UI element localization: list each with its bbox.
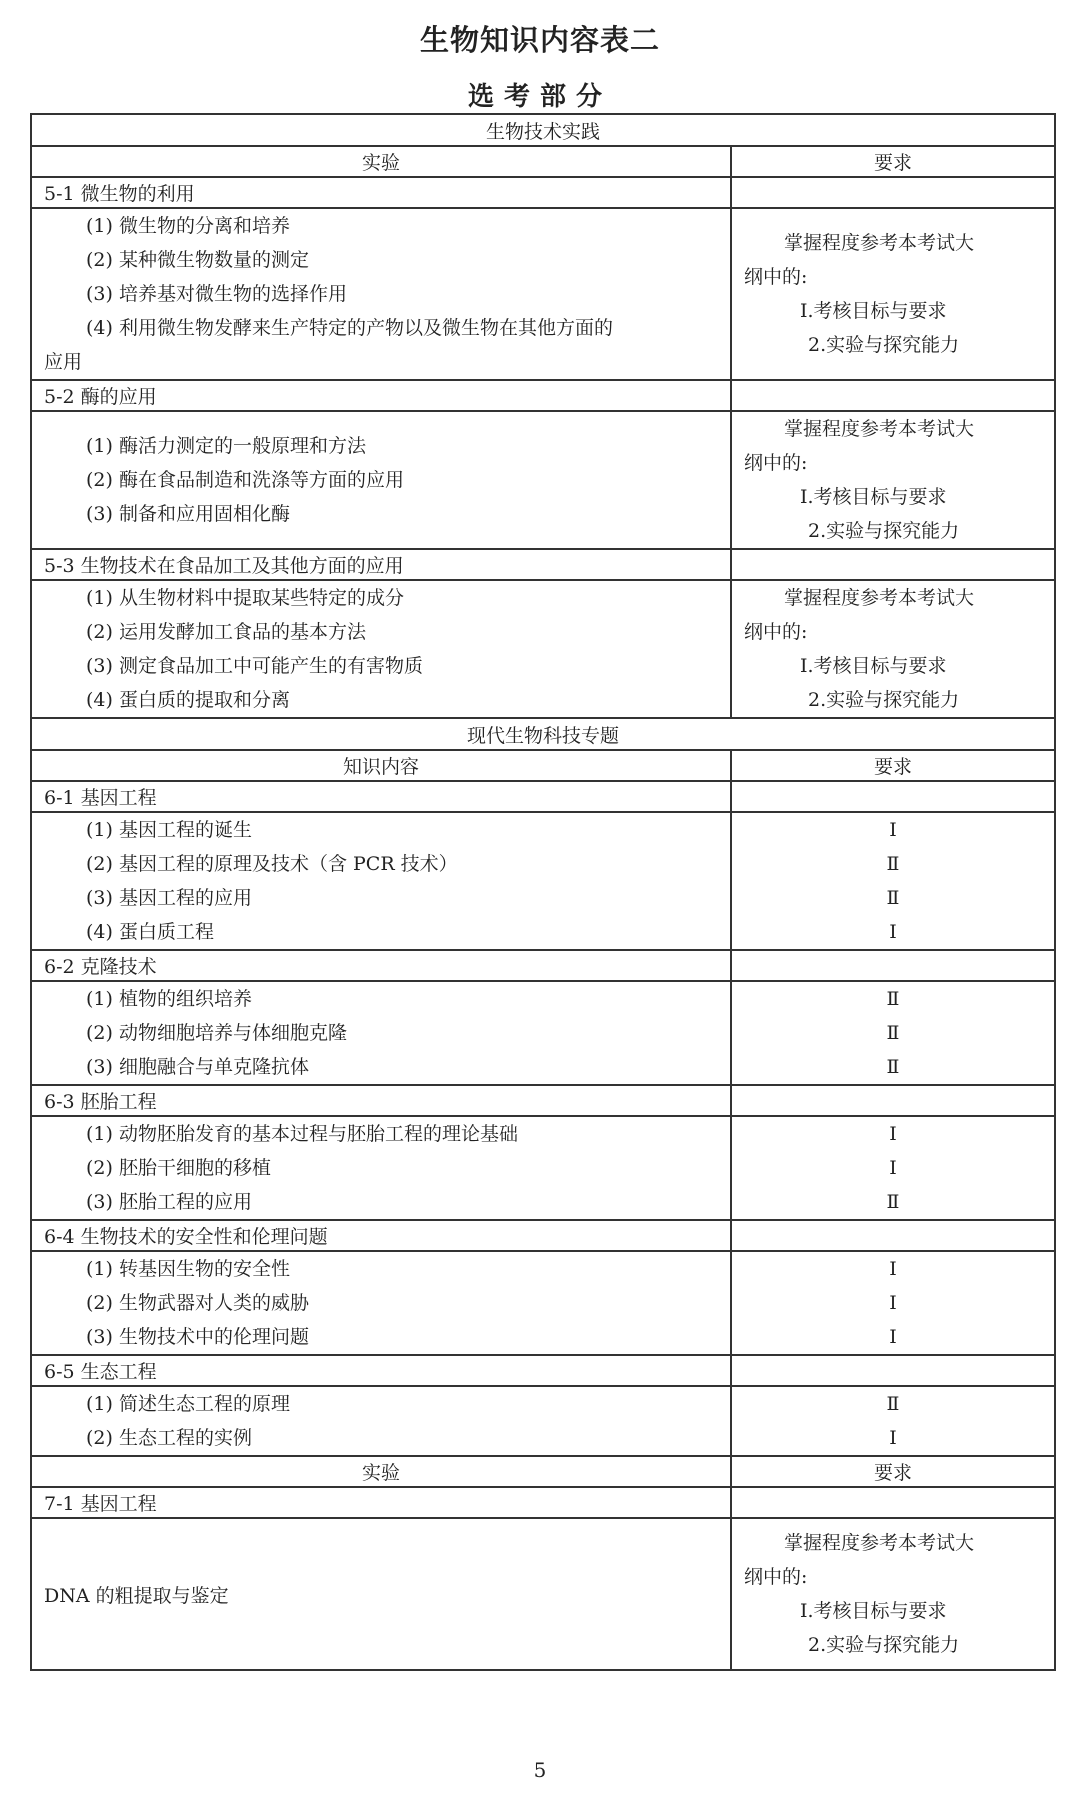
section-heading-blank bbox=[731, 781, 1055, 812]
level-mark: Ⅱ bbox=[886, 1022, 900, 1044]
list-item-continuation: 应用 bbox=[44, 351, 83, 373]
requirement-line: 纲中的: bbox=[744, 266, 808, 288]
level-mark: Ⅱ bbox=[886, 887, 900, 909]
level-mark: Ⅱ bbox=[886, 988, 900, 1010]
band-biotech-practice: 生物技术实践 bbox=[31, 114, 1055, 146]
list-item: (2) 酶在食品制造和洗涤等方面的应用 bbox=[86, 469, 404, 491]
level-cell-6-1 bbox=[731, 812, 1055, 950]
level-mark: Ⅰ bbox=[889, 1123, 897, 1145]
section-items-5-1 bbox=[31, 208, 731, 380]
list-item: (3) 基因工程的应用 bbox=[86, 887, 252, 909]
page-subtitle: 选考部分 bbox=[467, 82, 612, 112]
section-heading-6-3: 6-3 胚胎工程 bbox=[31, 1085, 731, 1116]
list-item: (3) 制备和应用固相化酶 bbox=[86, 503, 290, 525]
section-heading-6-2: 6-2 克隆技术 bbox=[31, 950, 731, 981]
list-item: (2) 生物武器对人类的威胁 bbox=[86, 1292, 309, 1314]
section-heading-5-3: 5-3 生物技术在食品加工及其他方面的应用 bbox=[31, 549, 731, 580]
section-heading-blank bbox=[731, 950, 1055, 981]
level-mark: Ⅰ bbox=[889, 1292, 897, 1314]
section-heading-6-5: 6-5 生态工程 bbox=[31, 1355, 731, 1386]
requirement-cell-7-1 bbox=[731, 1518, 1055, 1670]
requirement-line: Ⅰ.考核目标与要求 bbox=[800, 486, 947, 508]
header-requirement: 要求 bbox=[731, 1456, 1055, 1487]
section-heading-blank bbox=[731, 380, 1055, 411]
section-heading-6-1: 6-1 基因工程 bbox=[31, 781, 731, 812]
requirement-line: 纲中的: bbox=[744, 452, 808, 474]
section-heading-7-1: 7-1 基因工程 bbox=[31, 1487, 731, 1518]
section-heading-5-2: 5-2 酶的应用 bbox=[31, 380, 731, 411]
section-heading-6-4: 6-4 生物技术的安全性和伦理问题 bbox=[31, 1220, 731, 1251]
level-mark: Ⅰ bbox=[889, 1258, 897, 1280]
list-item: (3) 测定食品加工中可能产生的有害物质 bbox=[86, 655, 423, 677]
list-item: (1) 转基因生物的安全性 bbox=[86, 1258, 290, 1280]
requirement-line: 掌握程度参考本考试大 bbox=[784, 587, 975, 609]
content-table bbox=[30, 113, 1056, 1671]
level-mark: Ⅱ bbox=[886, 1056, 900, 1078]
section-items-6-3 bbox=[31, 1116, 731, 1220]
requirement-line: 2.实验与探究能力 bbox=[808, 334, 960, 356]
requirement-line: 2.实验与探究能力 bbox=[808, 1634, 960, 1656]
list-item: (2) 动物细胞培养与体细胞克隆 bbox=[86, 1022, 347, 1044]
list-item: (2) 运用发酵加工食品的基本方法 bbox=[86, 621, 366, 643]
list-item: (3) 胚胎工程的应用 bbox=[86, 1191, 252, 1213]
requirement-line: 2.实验与探究能力 bbox=[808, 520, 960, 542]
level-cell-6-4 bbox=[731, 1251, 1055, 1355]
page-number: 5 bbox=[533, 1758, 547, 1782]
section-items-6-4 bbox=[31, 1251, 731, 1355]
list-item: (1) 简述生态工程的原理 bbox=[86, 1393, 290, 1415]
header-requirement: 要求 bbox=[731, 750, 1055, 781]
requirement-cell-5-1 bbox=[731, 208, 1055, 380]
section-heading-blank bbox=[731, 1487, 1055, 1518]
requirement-line: Ⅰ.考核目标与要求 bbox=[800, 300, 947, 322]
requirement-line: 掌握程度参考本考试大 bbox=[784, 418, 975, 440]
list-item: (2) 胚胎干细胞的移植 bbox=[86, 1157, 271, 1179]
section-items-6-2 bbox=[31, 981, 731, 1085]
list-item: (2) 某种微生物数量的测定 bbox=[86, 249, 309, 271]
requirement-line: Ⅰ.考核目标与要求 bbox=[800, 655, 947, 677]
level-cell-6-5 bbox=[731, 1386, 1055, 1456]
requirement-line: 2.实验与探究能力 bbox=[808, 689, 960, 711]
requirement-cell-5-2 bbox=[731, 411, 1055, 549]
section-items-6-1 bbox=[31, 812, 731, 950]
level-mark: Ⅰ bbox=[889, 1157, 897, 1179]
experiment-item-dna: DNA 的粗提取与鉴定 bbox=[31, 1518, 731, 1670]
header-experiment: 实验 bbox=[31, 1456, 731, 1487]
requirement-cell-5-3 bbox=[731, 580, 1055, 718]
list-item: (4) 蛋白质的提取和分离 bbox=[86, 689, 290, 711]
level-mark: Ⅰ bbox=[889, 1427, 897, 1449]
section-heading-blank bbox=[731, 1355, 1055, 1386]
requirement-line: Ⅰ.考核目标与要求 bbox=[800, 1600, 947, 1622]
section-heading-blank bbox=[731, 549, 1055, 580]
section-items-5-3 bbox=[31, 580, 731, 718]
list-item: (1) 微生物的分离和培养 bbox=[86, 215, 290, 237]
page-title: 生物知识内容表二 bbox=[419, 23, 660, 57]
requirement-line: 纲中的: bbox=[744, 621, 808, 643]
requirement-line: 掌握程度参考本考试大 bbox=[784, 1532, 975, 1554]
list-item: (1) 动物胚胎发育的基本过程与胚胎工程的理论基础 bbox=[86, 1123, 518, 1145]
level-cell-6-3 bbox=[731, 1116, 1055, 1220]
section-items-6-5 bbox=[31, 1386, 731, 1456]
list-item: (3) 细胞融合与单克隆抗体 bbox=[86, 1056, 309, 1078]
list-item: (3) 生物技术中的伦理问题 bbox=[86, 1326, 309, 1348]
header-experiment: 实验 bbox=[31, 146, 731, 177]
section-heading-5-1: 5-1 微生物的利用 bbox=[31, 177, 731, 208]
list-item: (4) 蛋白质工程 bbox=[86, 921, 214, 943]
list-item: (1) 基因工程的诞生 bbox=[86, 819, 252, 841]
header-requirement: 要求 bbox=[731, 146, 1055, 177]
list-item: (2) 生态工程的实例 bbox=[86, 1427, 252, 1449]
level-mark: Ⅰ bbox=[889, 819, 897, 841]
section-heading-blank bbox=[731, 1220, 1055, 1251]
level-cell-6-2 bbox=[731, 981, 1055, 1085]
level-mark: Ⅰ bbox=[889, 1326, 897, 1348]
level-mark: Ⅱ bbox=[886, 1191, 900, 1213]
list-item: (1) 植物的组织培养 bbox=[86, 988, 252, 1010]
list-item: (1) 从生物材料中提取某些特定的成分 bbox=[86, 587, 404, 609]
section-items-5-2 bbox=[31, 411, 731, 549]
header-knowledge-content: 知识内容 bbox=[31, 750, 731, 781]
list-item: (4) 利用微生物发酵来生产特定的产物以及微生物在其他方面的 bbox=[86, 317, 613, 339]
level-mark: Ⅰ bbox=[889, 921, 897, 943]
list-item: (2) 基因工程的原理及技术（含 PCR 技术） bbox=[86, 853, 458, 875]
list-item: (1) 酶活力测定的一般原理和方法 bbox=[86, 435, 366, 457]
band-modern-biotech: 现代生物科技专题 bbox=[31, 718, 1055, 750]
section-heading-blank bbox=[731, 177, 1055, 208]
level-mark: Ⅱ bbox=[886, 1393, 900, 1415]
requirement-line: 纲中的: bbox=[744, 1566, 808, 1588]
level-mark: Ⅱ bbox=[886, 853, 900, 875]
section-heading-blank bbox=[731, 1085, 1055, 1116]
requirement-line: 掌握程度参考本考试大 bbox=[784, 232, 975, 254]
list-item: (3) 培养基对微生物的选择作用 bbox=[86, 283, 347, 305]
